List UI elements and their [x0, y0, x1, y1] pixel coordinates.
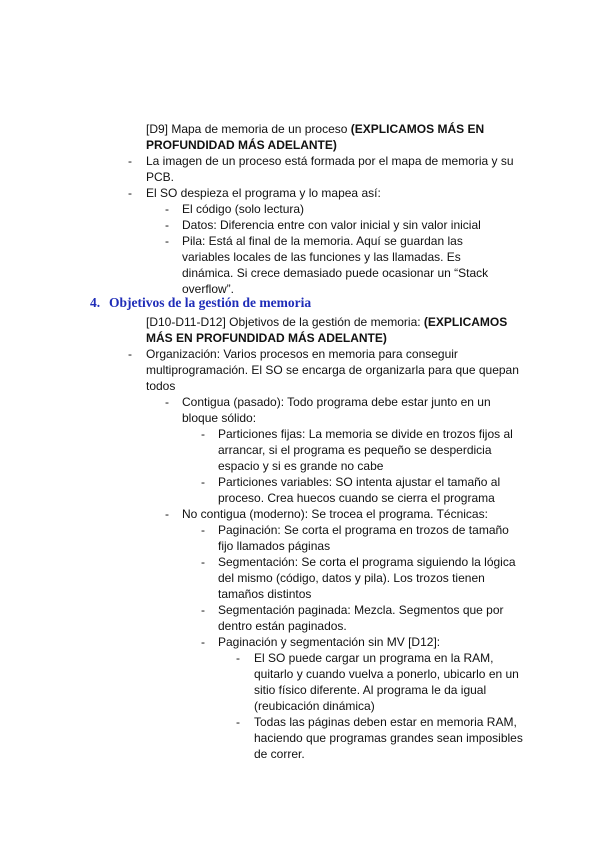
- bullet-dash: -: [201, 427, 205, 441]
- bullet-dash: -: [165, 234, 169, 248]
- list-item: Particiones fijas: La memoria se divide en trozos fijos al arrancar, si el programa es pequeño se desperdicia espacio y si es grande no cabe: [218, 427, 513, 473]
- list-item: Paginación: Se corta el programa en trozos de tamaño fijo llamados páginas: [218, 523, 509, 553]
- bullet-dash: -: [201, 555, 205, 569]
- list-item: Segmentación paginada: Mezcla. Segmentos que por dentro están paginados.: [218, 603, 504, 633]
- section-number: 4.: [90, 295, 101, 310]
- bullet-dash: -: [201, 635, 205, 649]
- section-intro-paragraph: [146, 314, 516, 346]
- intro-paragraph: [146, 121, 516, 153]
- bullet-dash: -: [236, 651, 240, 665]
- list-item: El SO despieza el programa y lo mapea así:: [146, 186, 381, 200]
- bullet-dash: -: [201, 603, 205, 617]
- bullet-dash: -: [165, 395, 169, 409]
- list-item: La imagen de un proceso está formada por el mapa de memoria y su PCB.: [146, 154, 514, 184]
- list-item: No contigua (moderno): Se trocea el programa. Técnicas:: [182, 507, 488, 521]
- bullet-dash: -: [128, 186, 132, 200]
- list-item: Particiones variables: SO intenta ajustar el tamaño al proceso. Crea huecos cuando se cierra el programa: [218, 475, 501, 505]
- list-item: Paginación y segmentación sin MV [D12]:: [218, 635, 441, 649]
- list-item: El SO puede cargar un programa en la RAM, quitarlo y cuando vuelva a ponerlo, ubicarlo en un sitio físico diferente. Al programa le da igual (reubicación dinámica): [254, 651, 519, 713]
- list-item: Segmentación: Se corta el programa siguiendo la lógica del mismo (código, datos y pila). Los trozos tienen tamaños distintos: [218, 555, 516, 601]
- bullet-dash: -: [236, 715, 240, 729]
- section-heading: [90, 294, 311, 312]
- intro-text: [D9] Mapa de memoria de un proceso: [146, 122, 351, 136]
- list-item: Organización: Varios procesos en memoria para conseguir multiprogramación. El SO se encarga de organizarla para que quepan todos: [146, 347, 519, 393]
- list-item: Pila: Está al final de la memoria. Aquí se guardan las variables locales de las funciones y las llamadas. Es dinámica. Si crece demasiado puede ocasionar un “Stack overflow”.: [182, 234, 489, 296]
- bullet-dash: -: [128, 347, 132, 361]
- section-intro-text: [D10-D11-D12] Objetivos de la gestión de memoria:: [146, 315, 424, 329]
- list-item: Todas las páginas deben estar en memoria RAM, haciendo que programas grandes sean imposibles de correr.: [254, 715, 523, 761]
- bullet-dash: -: [201, 475, 205, 489]
- list-item: El código (solo lectura): [182, 202, 305, 216]
- list-item: Datos: Diferencia entre con valor inicial y sin valor inicial: [182, 218, 481, 232]
- intro-bold-note: (EXPLICAMOS MÁS EN PROFUNDIDAD MÁS ADELANTE): [146, 122, 485, 152]
- section-intro-bold-note: (EXPLICAMOS MÁS EN PROFUNDIDAD MÁS ADELANTE): [146, 315, 508, 345]
- bullet-dash: -: [165, 218, 169, 232]
- list-item: Contigua (pasado): Todo programa debe estar junto en un bloque sólido:: [182, 395, 491, 425]
- bullet-dash: -: [128, 154, 132, 168]
- bullet-dash: -: [165, 507, 169, 521]
- section-title: Objetivos de la gestión de memoria: [109, 295, 312, 310]
- bullet-dash: -: [165, 202, 169, 216]
- bullet-dash: -: [201, 523, 205, 537]
